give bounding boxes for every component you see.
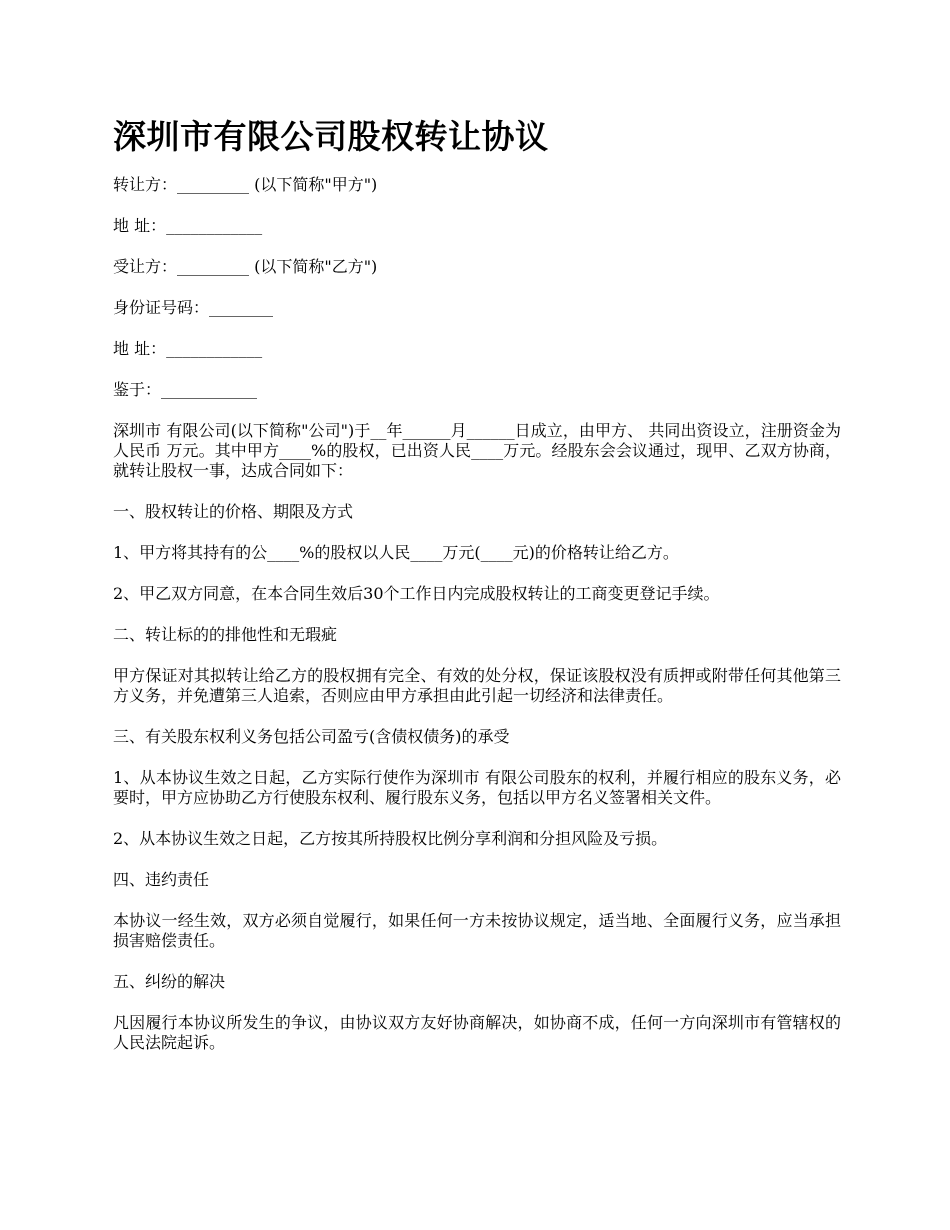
transferee-address-line: 地 址：____________: [113, 339, 263, 358]
transferor-address-line: 地 址：____________: [113, 216, 263, 235]
clause-paragraph: 甲方保证对其拟转让给乙方的股权拥有完全、有效的处分权，保证该股权没有质押或附带任何其他第三方义务，并免遭第三人追索，否则应由甲方承担由此引起一切经济和法律责任。: [113, 666, 841, 705]
clause-paragraph: 1、甲方将其持有的公____%的股权以人民____万元(____元)的价格转让给乙方。: [113, 543, 679, 562]
preamble-paragraph: 深圳市 有限公司(以下简称"公司")于__年______月______日成立，由甲方、 共同出资设立，注册资金为人民币 万元。其中甲方____%的股权，已出资人民____万元。经股东会会议通过，现甲、乙双方协商，就转让股权一事，达成合同如下：: [113, 421, 841, 480]
clause-paragraph: 1、从本协议生效之日起，乙方实际行使作为深圳市 有限公司股东的权利，并履行相应的股东义务，必要时，甲方应协助乙方行使股东权利、履行股东义务，包括以甲方名义签署相关文件。: [113, 768, 841, 807]
section-heading: 三、有关股东权利义务包括公司盈亏(含债权债务)的承受: [113, 727, 510, 746]
document-title: 深圳市有限公司股权转让协议: [113, 117, 549, 156]
section-heading: 四、违约责任: [113, 870, 210, 889]
clause-paragraph: 2、从本协议生效之日起，乙方按其所持股权比例分享利润和分担风险及亏损。: [113, 829, 668, 848]
section-heading: 二、转让标的的排他性和无瑕疵: [113, 625, 338, 644]
transferor-line: 转让方：_________ (以下简称"甲方"): [113, 175, 378, 194]
whereas-line: 鉴于：____________: [113, 380, 258, 399]
clause-paragraph: 凡因履行本协议所发生的争议，由协议双方友好协商解决，如协商不成，任何一方向深圳市有管辖权的人民法院起诉。: [113, 1013, 841, 1052]
clause-paragraph: 本协议一经生效，双方必须自觉履行，如果任何一方未按协议规定，适当地、全面履行义务，应当承担损害赔偿责任。: [113, 911, 841, 950]
clause-paragraph: 2、甲乙双方同意，在本合同生效后30个工作日内完成股权转让的工商变更登记手续。: [113, 584, 720, 603]
transferee-line: 受让方：_________ (以下简称"乙方"): [113, 257, 378, 276]
id-number-line: 身份证号码：________: [113, 298, 274, 317]
section-heading: 一、股权转让的价格、期限及方式: [113, 502, 354, 521]
document-page: [113, 112, 841, 1074]
section-heading: 五、纠纷的解决: [113, 972, 226, 991]
